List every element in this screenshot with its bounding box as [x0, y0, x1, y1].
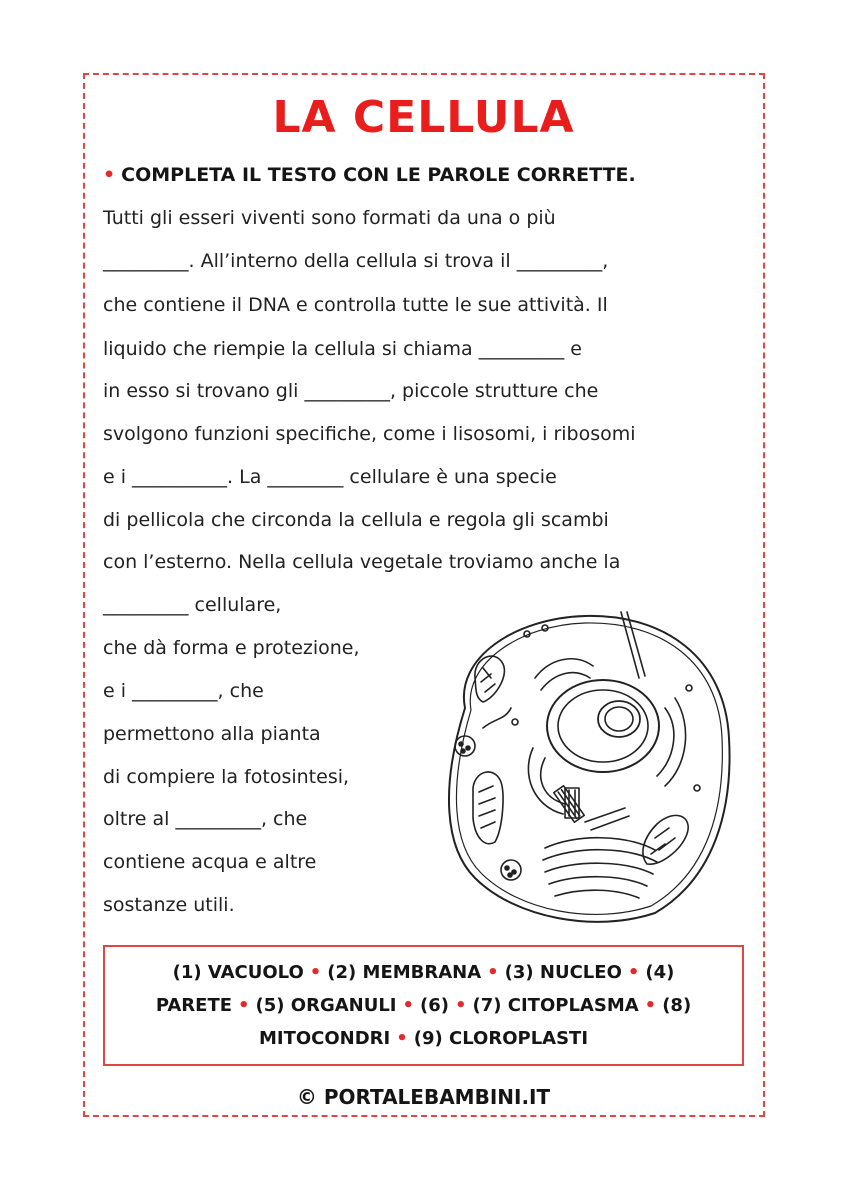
text-line-9: con l’esterno. Nella cellula vegetale troviamo anche la	[103, 551, 621, 573]
word-mitocondri: MITOCONDRI	[258, 1028, 391, 1049]
page-title: LA CELLULA	[272, 92, 575, 143]
text-line-2: _________. All’interno della cellula si trova il _________,	[103, 250, 609, 272]
text-line-6: svolgono funzioni specifiche, come i lisosomi, i ribosomi	[103, 423, 636, 445]
word-bank-row-3	[259, 1022, 588, 1055]
separator-dot: •	[396, 1028, 408, 1049]
word-bank-row-2	[156, 989, 691, 1022]
text-line-17: sostanze utili.	[103, 894, 235, 916]
word-vacuolo: (1) VACUOLO	[172, 962, 304, 983]
text-line-16: contiene acqua e altre	[103, 851, 317, 873]
text-line-12: e i _________, che	[103, 680, 264, 702]
instruction	[103, 164, 636, 186]
separator-dot: •	[402, 995, 415, 1016]
word-number-6: (6)	[420, 995, 450, 1016]
text-line-8: di pellicola che circonda la cellula e regola gli scambi	[103, 509, 609, 531]
separator-dot: •	[487, 962, 499, 983]
word-nucleo: (3) NUCLEO	[504, 962, 622, 983]
text-line-5: in esso si trovano gli _________, piccole strutture che	[103, 380, 599, 402]
instruction-bullet: •	[103, 164, 116, 186]
word-organuli: (5) ORGANULI	[255, 995, 397, 1016]
word-number-4: (4)	[645, 962, 675, 983]
separator-dot: •	[644, 995, 657, 1016]
text-line-3: che contiene il DNA e controlla tutte le sue attività. Il	[103, 294, 608, 316]
word-bank-row-1	[173, 956, 675, 989]
word-bank	[103, 945, 744, 1066]
text-line-7: e i __________. La ________ cellulare è una specie	[103, 466, 557, 488]
instruction-text: COMPLETA IL TESTO CON LE PAROLE CORRETTE.	[121, 164, 636, 186]
word-number-8: (8)	[662, 995, 692, 1016]
word-parete: PARETE	[155, 995, 233, 1016]
text-line-4: liquido che riempie la cellula si chiama _________ e	[103, 338, 582, 360]
separator-dot: •	[627, 962, 640, 983]
text-line-1: Tutti gli esseri viventi sono formati da una o più	[103, 207, 556, 229]
animal-cell-icon	[425, 598, 740, 928]
text-line-10: _________ cellulare,	[103, 594, 282, 616]
separator-dot: •	[238, 995, 250, 1016]
text-line-14: di compiere la fotosintesi,	[103, 766, 350, 788]
footer-credit: © PORTALEBAMBINI.IT	[296, 1085, 551, 1109]
word-membrana: (2) MEMBRANA	[327, 962, 482, 983]
text-line-15: oltre al _________, che	[103, 808, 308, 830]
text-line-13: permettono alla pianta	[103, 723, 321, 745]
word-citoplasma: (7) CITOPLASMA	[472, 995, 639, 1016]
word-cloroplasti: (9) CLOROPLASTI	[413, 1028, 589, 1049]
separator-dot: •	[455, 995, 467, 1016]
separator-dot: •	[309, 962, 322, 983]
text-line-11: che dà forma e protezione,	[103, 637, 360, 659]
